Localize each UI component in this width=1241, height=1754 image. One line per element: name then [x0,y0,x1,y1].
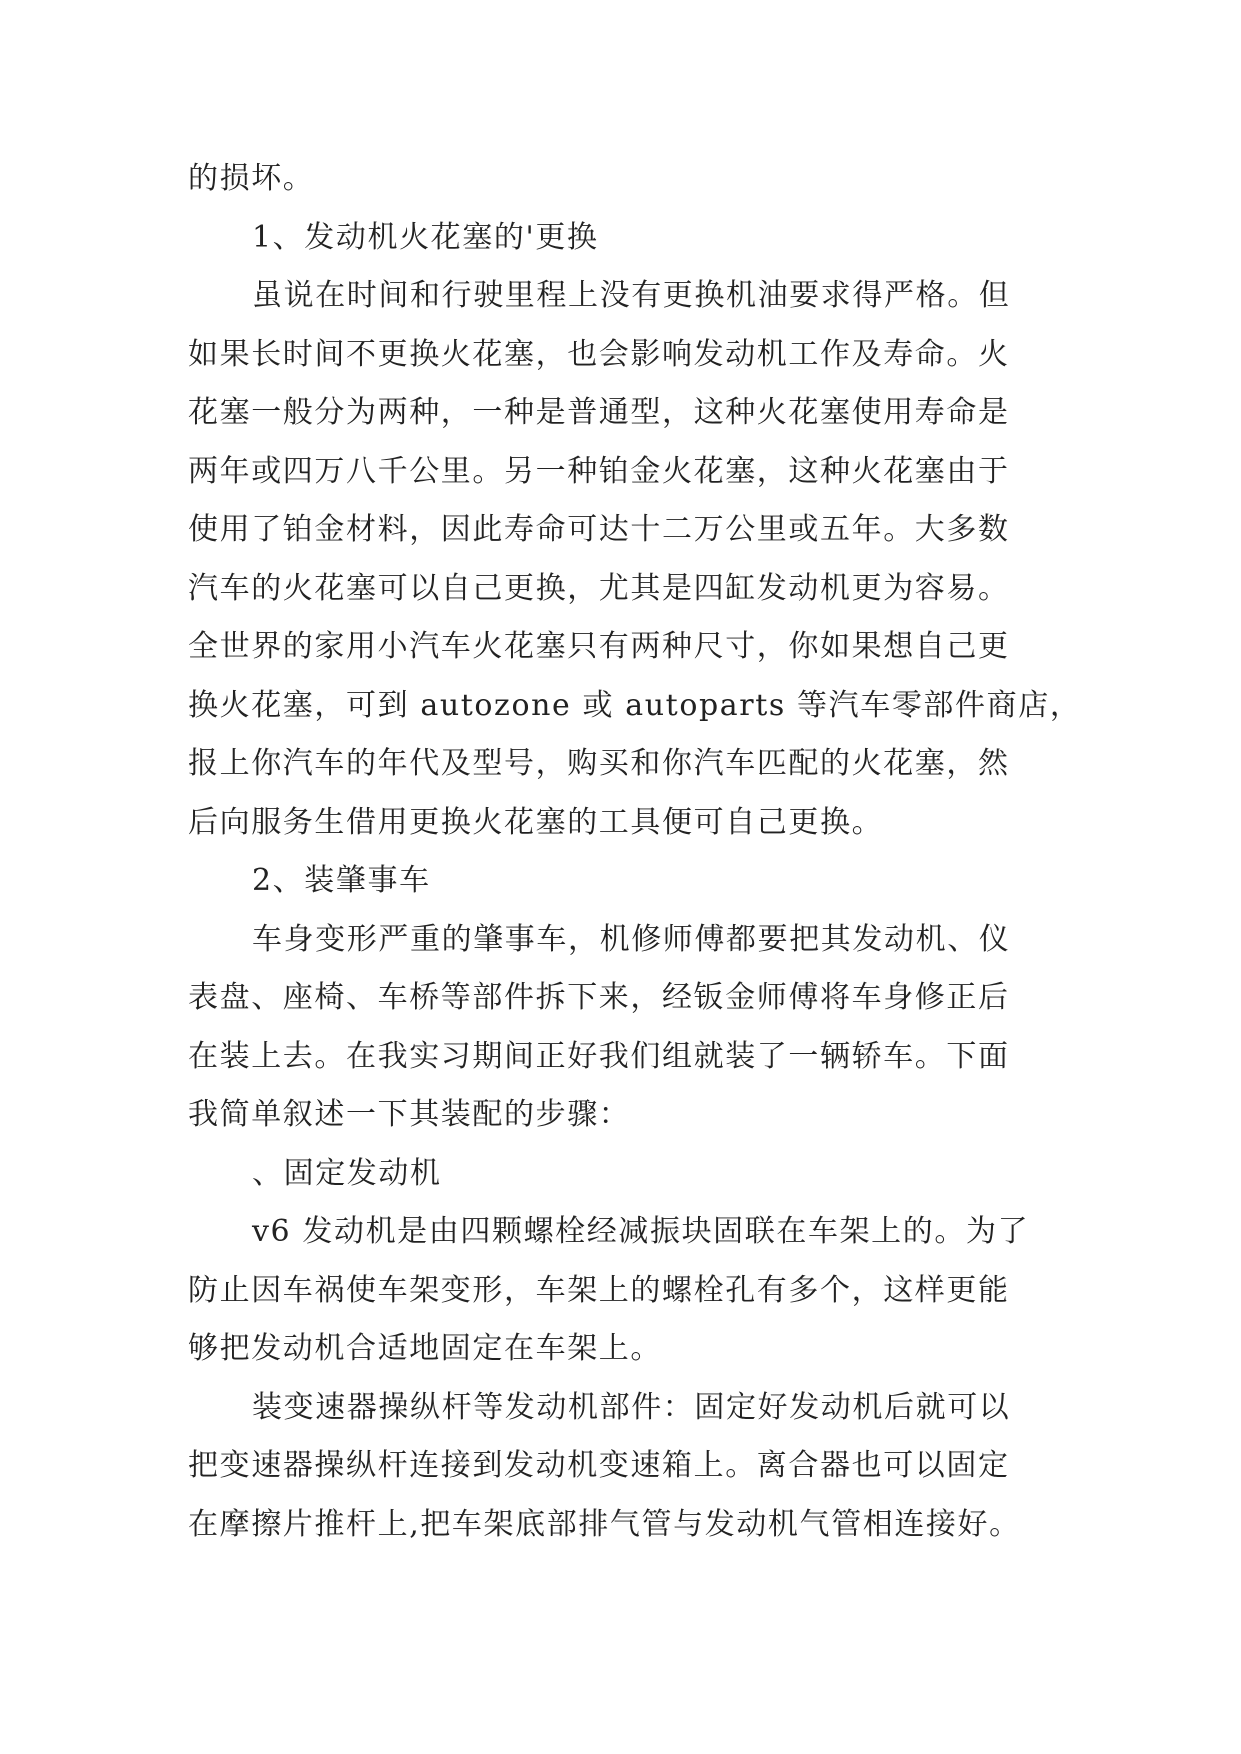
body-line-9: 全世界的家用小汽车火花塞只有两种尺寸，你如果想自己更 [188,629,1010,664]
body-line-8: 汽车的火花塞可以自己更换，尤其是四缸发动机更为容易。 [188,570,1010,606]
body-line-21: 够把发动机合适地固定在车架上。 [188,1331,662,1366]
body-line-3: 虽说在时间和行驶里程上没有更换机油要求得严格。但 [252,278,1011,313]
body-line-1: 的损坏。 [188,161,315,196]
body-line-11: 报上你汽车的年代及型号，购买和你汽车匹配的火花塞，然 [188,746,1010,781]
section-heading-fix-engine: 、固定发动机 [252,1155,442,1191]
body-line-17: 我简单叙述一下其装配的步骤： [188,1097,631,1132]
body-line-10: 换火花塞，可到 autozone 或 autoparts 等汽车零部件商店， [188,687,1082,723]
body-line-16: 在装上去。在我实习期间正好我们组就装了一辆轿车。下面 [188,1038,1010,1074]
document-body [188,150,1082,1554]
body-line-20: 防止因车祸使车架变形，车架上的螺栓孔有多个，这样更能 [188,1272,1010,1308]
body-line-5: 花塞一般分为两种，一种是普通型，这种火花塞使用寿命是 [188,395,1010,430]
section-heading-spark-plug: 1、发动机火花塞的'更换 [252,219,599,255]
body-line-23: 把变速器操纵杆连接到发动机变速箱上。离合器也可以固定 [188,1448,1010,1483]
body-line-14: 车身变形严重的肇事车，机修师傅都要把其发动机、仪 [252,921,1011,957]
body-line-19: v6 发动机是由四颗螺栓经减振块固联在车架上的。为了 [252,1214,1030,1249]
section-heading-accident-car: 2、装肇事车 [252,863,431,898]
body-line-7: 使用了铂金材料，因此寿命可达十二万公里或五年。大多数 [188,512,1010,547]
body-line-24: 在摩擦片推杆上,把车架底部排气管与发动机气管相连接好。 [188,1506,1021,1542]
body-line-22: 装变速器操纵杆等发动机部件：固定好发动机后就可以 [252,1389,1011,1425]
body-line-15: 表盘、座椅、车桥等部件拆下来，经钣金师傅将车身修正后 [188,980,1010,1015]
body-line-6: 两年或四万八千公里。另一种铂金火花塞，这种火花塞由于 [188,453,1010,489]
body-line-4: 如果长时间不更换火花塞，也会影响发动机工作及寿命。火 [188,336,1010,372]
body-line-12: 后向服务生借用更换火花塞的工具便可自己更换。 [188,804,884,840]
